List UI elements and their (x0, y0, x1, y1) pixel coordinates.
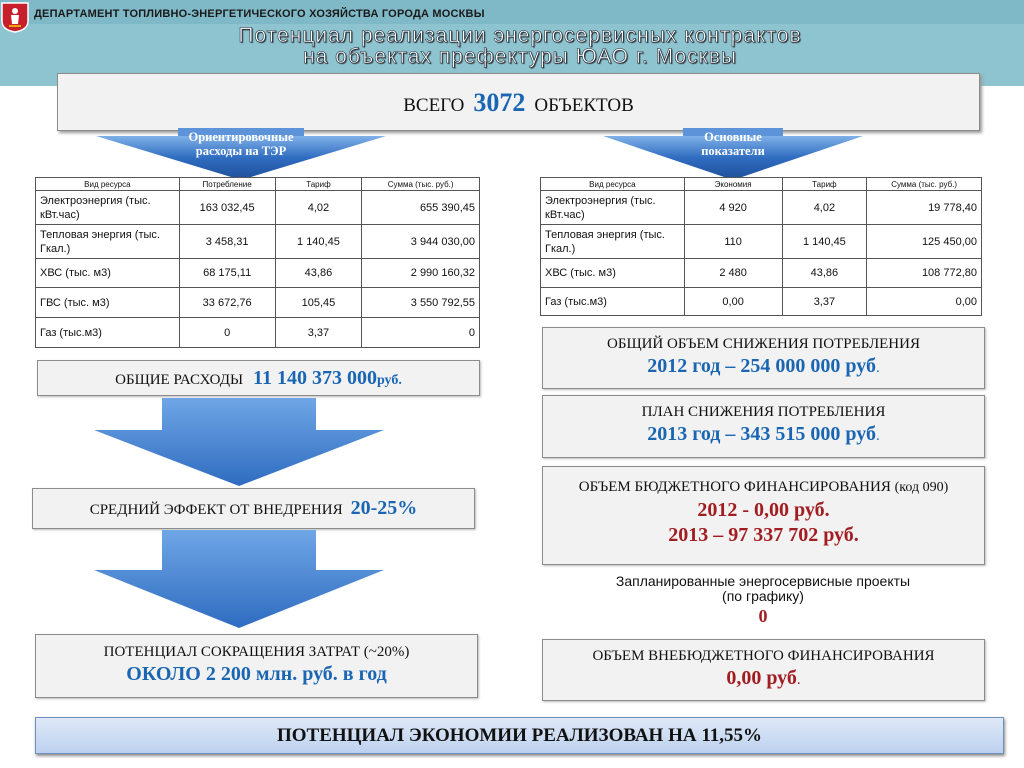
planned-projects-caption (540, 574, 986, 604)
savings-cell: 110 (684, 225, 782, 259)
budget-financing-2013: 2013 – 97 337 702 руб. (668, 524, 859, 546)
reduction-plan-line (543, 423, 984, 446)
budget-financing-box (542, 466, 985, 565)
table-row (541, 288, 982, 316)
offbudget-financing-box (542, 639, 985, 701)
consumption-reduction-value: 2012 год – 254 000 000 руб (647, 355, 876, 377)
table-row (36, 225, 480, 259)
tariff-cell: 1 140,45 (275, 225, 362, 259)
consumption-cell: 0 (179, 318, 275, 348)
resource-cell: Газ (тыс.м3) (36, 318, 180, 348)
budget-financing-2012: 2012 - 0,00 руб. (697, 499, 830, 521)
consumption-cell: 163 032,45 (179, 191, 275, 225)
consumption-cell: 3 458,31 (179, 225, 275, 259)
column-header: Вид ресурса (541, 178, 685, 191)
resource-cell: ГВС (тыс. м3) (36, 288, 180, 318)
right-funnel-label-line2: показатели (701, 144, 765, 158)
consumption-reduction-dot: . (875, 360, 880, 376)
sum-cell: 3 944 030,00 (362, 225, 480, 259)
column-header: Вид ресурса (36, 178, 180, 191)
reduction-plan-dot: . (875, 428, 880, 444)
resource-cell: Газ (тыс.м3) (541, 288, 685, 316)
column-header: Сумма (тыс. руб.) (867, 178, 982, 191)
column-header: Потребление (179, 178, 275, 191)
sum-cell: 0 (362, 318, 480, 348)
total-costs-value: 11 140 373 000 (253, 367, 377, 389)
table-row (541, 225, 982, 259)
consumption-reduction-title: ОБЩИЙ ОБЪЕМ СНИЖЕНИЯ ПОТРЕБЛЕНИЯ (607, 336, 920, 352)
planned-projects-line1: Запланированные энергосервисные проекты (615, 573, 911, 589)
total-objects-box (57, 73, 980, 131)
tariff-cell: 3,37 (275, 318, 362, 348)
tariff-cell: 4,02 (275, 191, 362, 225)
average-effect-label: СРЕДНИЙ ЭФФЕКТ ОТ ВНЕДРЕНИЯ (89, 502, 343, 518)
column-header: Тариф (275, 178, 362, 191)
resource-cell: ХВС (тыс. м3) (541, 259, 685, 288)
consumption-reduction-box (542, 327, 985, 389)
tariff-cell: 1 140,45 (782, 225, 867, 259)
resource-cell: Тепловая энергия (тыс. Гкал.) (541, 225, 685, 259)
economy-potential-banner: ПОТЕНЦИАЛ ЭКОНОМИИ РЕАЛИЗОВАН НА 11,55% (35, 717, 1004, 754)
total-costs-unit: руб. (376, 373, 402, 388)
reduction-plan-box (542, 395, 985, 458)
savings-potential-box (35, 634, 478, 698)
right-funnel-label-line1: Основные (704, 130, 762, 144)
resource-cell: Тепловая энергия (тыс. Гкал.) (36, 225, 180, 259)
total-objects-line (58, 88, 979, 118)
table-header-row (36, 178, 480, 191)
savings-table (540, 177, 982, 316)
sum-cell: 2 990 160,32 (362, 259, 480, 288)
page-title (140, 25, 900, 67)
column-header: Сумма (тыс. руб.) (362, 178, 480, 191)
table-header-row (541, 178, 982, 191)
offbudget-financing-value: 0,00 руб (726, 667, 797, 689)
savings-potential-value: ОКОЛО 2 200 млн. руб. в год (126, 663, 387, 685)
budget-financing-code: (код 090) (894, 480, 949, 495)
budget-financing-title: ОБЪЕМ БЮДЖЕТНОГО ФИНАНСИРОВАНИЯ (578, 479, 891, 495)
left-funnel-label-line1: Ориентировочные (188, 130, 294, 144)
page-title-line1: Потенциал реализации энергосервисных контрактов (238, 24, 802, 47)
left-funnel-label-line2: расходы на ТЭР (195, 144, 287, 158)
column-header: Тариф (782, 178, 867, 191)
savings-cell: 0,00 (684, 288, 782, 316)
savings-potential-label: ПОТЕНЦИАЛ СОКРАЩЕНИЯ ЗАТРАТ (~20%) (103, 644, 410, 660)
total-suffix: ОБЪЕКТОВ (534, 95, 634, 116)
sum-cell: 3 550 792,55 (362, 288, 480, 318)
sum-cell: 108 772,80 (867, 259, 982, 288)
column-header: Экономия (684, 178, 782, 191)
costs-table (35, 177, 480, 348)
sum-cell: 655 390,45 (362, 191, 480, 225)
consumption-cell: 33 672,76 (179, 288, 275, 318)
table-row (36, 318, 480, 348)
total-count: 3072 (473, 88, 526, 117)
tariff-cell: 43,86 (275, 259, 362, 288)
left-funnel-label (176, 130, 306, 158)
reduction-plan-title: ПЛАН СНИЖЕНИЯ ПОТРЕБЛЕНИЯ (641, 404, 886, 420)
tariff-cell: 105,45 (275, 288, 362, 318)
right-funnel-label (683, 130, 783, 158)
reduction-plan-value: 2013 год – 343 515 000 руб (647, 423, 876, 445)
sum-cell: 19 778,40 (867, 191, 982, 225)
tariff-cell: 4,02 (782, 191, 867, 225)
planned-projects-line2: (по графику) (722, 588, 804, 604)
sum-cell: 125 450,00 (867, 225, 982, 259)
total-costs-label: ОБЩИЕ РАСХОДЫ (115, 372, 244, 388)
table-row (36, 191, 480, 225)
savings-cell: 4 920 (684, 191, 782, 225)
offbudget-financing-dot: . (796, 672, 801, 688)
table-row (541, 259, 982, 288)
average-effect-value: 20-25% (350, 497, 418, 519)
budget-financing-title-line (543, 479, 984, 496)
resource-cell: Электроэнергия (тыс. кВт.час) (36, 191, 180, 225)
table-row (36, 259, 480, 288)
down-arrow-icon (94, 398, 384, 486)
average-effect-box (32, 488, 475, 529)
page-title-line2: на объектах префектуры ЮАО г. Москвы (303, 45, 737, 68)
consumption-cell: 68 175,11 (179, 259, 275, 288)
offbudget-financing-line (543, 667, 984, 690)
down-arrow-icon (94, 530, 384, 628)
table-row (36, 288, 480, 318)
offbudget-financing-title: ОБЪЕМ ВНЕБЮДЖЕТНОГО ФИНАНСИРОВАНИЯ (592, 648, 935, 664)
department-name: ДЕПАРТАМЕНТ ТОПЛИВНО-ЭНЕРГЕТИЧЕСКОГО ХОЗЯЙСТВА ГОРОДА МОСКВЫ (34, 8, 485, 20)
total-costs-box (37, 360, 480, 396)
sum-cell: 0,00 (867, 288, 982, 316)
table-row (541, 191, 982, 225)
total-prefix: ВСЕГО (403, 95, 465, 116)
resource-cell: ХВС (тыс. м3) (36, 259, 180, 288)
tariff-cell: 3,37 (782, 288, 867, 316)
resource-cell: Электроэнергия (тыс. кВт.час) (541, 191, 685, 225)
tariff-cell: 43,86 (782, 259, 867, 288)
planned-projects-value: 0 (758, 606, 768, 626)
moscow-coat-of-arms-icon (1, 2, 29, 33)
savings-cell: 2 480 (684, 259, 782, 288)
consumption-reduction-line (543, 355, 984, 378)
